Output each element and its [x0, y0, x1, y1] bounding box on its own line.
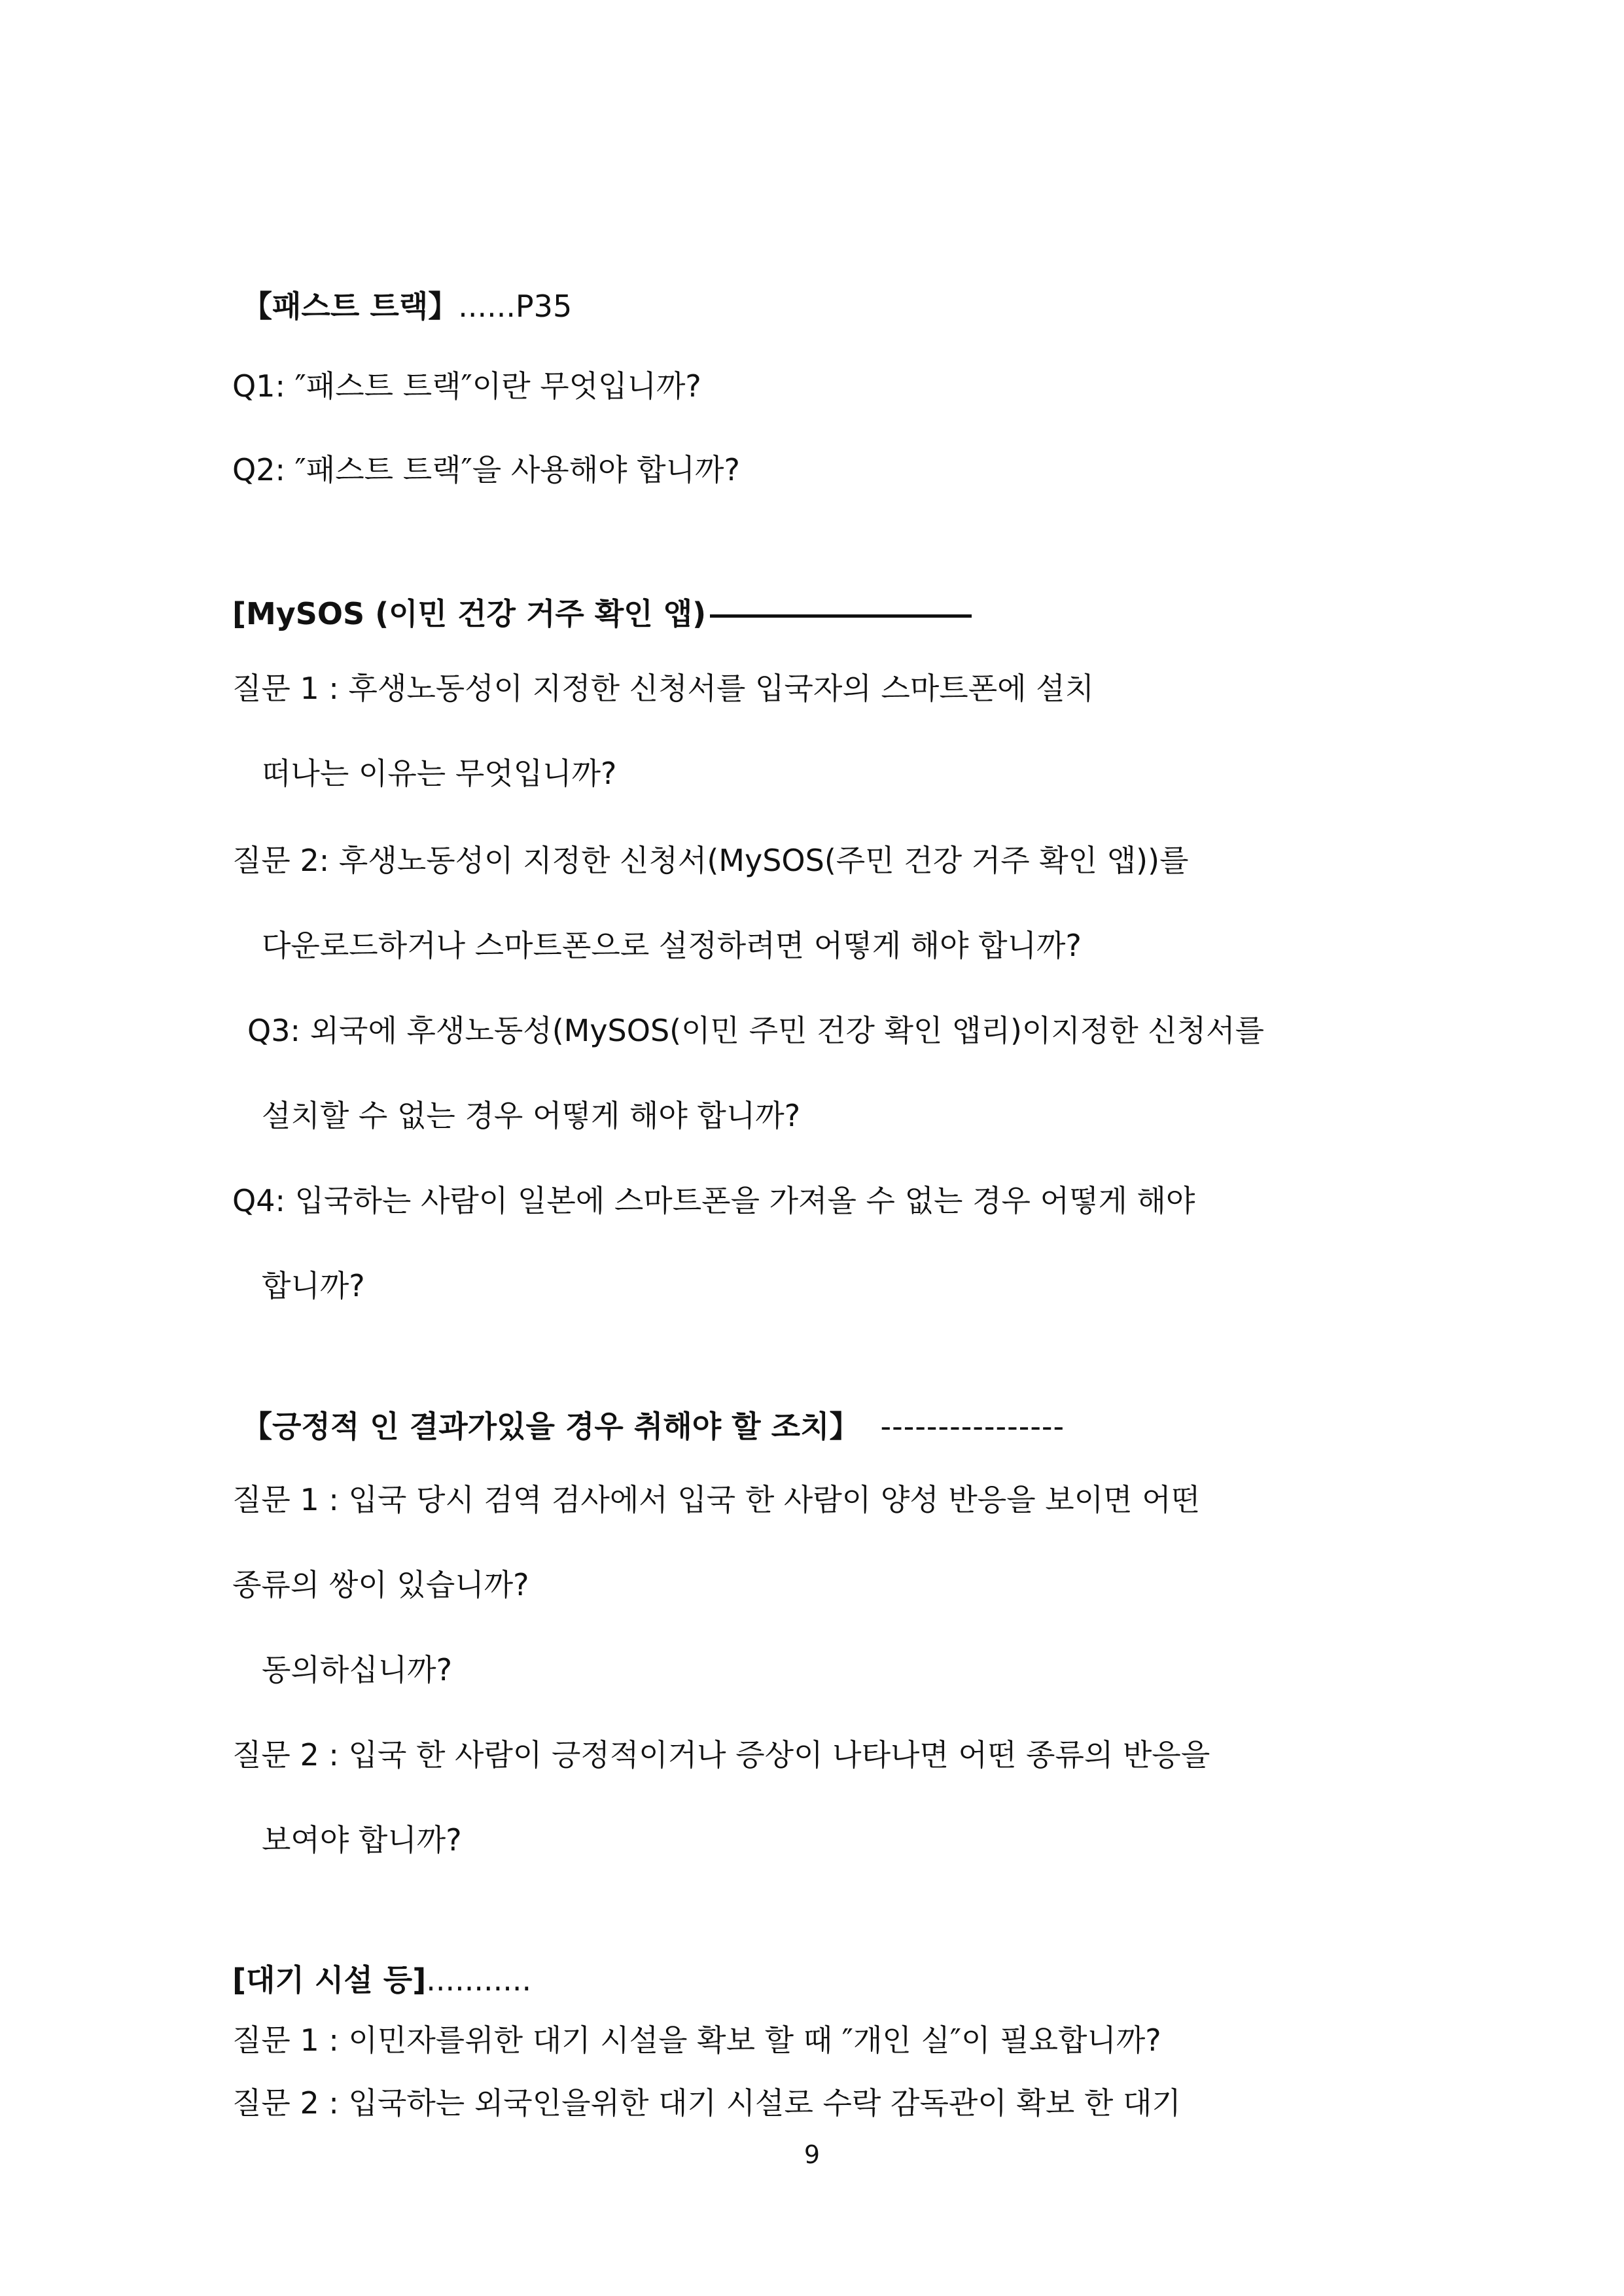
question-continuation: 설치할 수 없는 경우 어떻게 해야 합니까? [262, 1098, 801, 1133]
question-continuation: 동의하십니까? [262, 1652, 453, 1687]
question-line: 질문 2: 후생노동성이 지정한 신청서(MySOS(주민 건강 거주 확인 앱))를 [232, 843, 1189, 878]
heading-page-ref: ......P35 [458, 289, 573, 324]
heading-dashes: ---------------- [880, 1409, 1065, 1444]
question-line: Q4: 입국하는 사람이 일본에 스마트폰을 가져올 수 없는 경우 어떻게 해야 [232, 1183, 1195, 1218]
section-heading-waiting-facility [232, 1960, 531, 2000]
question-continuation: 다운로드하거나 스마트폰으로 설정하려면 어떻게 해야 합니까? [262, 928, 1082, 963]
question-line: Q3: 외국에 후생노동성(MySOS(이민 주민 건강 확인 앱리)이지정한 신청서를 [247, 1013, 1265, 1048]
question-line: 질문 1 : 입국 당시 검역 검사에서 입국 한 사람이 양성 반응을 보이면 어떤 [232, 1482, 1201, 1517]
question-continuation: 합니까? [262, 1268, 365, 1303]
question-line: Q2: ″패스트 트랙″을 사용해야 합니까? [232, 452, 740, 487]
question-line: 질문 2 : 입국하는 외국인을위한 대기 시설로 수락 감독관이 확보 한 대기 [232, 2085, 1181, 2121]
heading-text: [대기 시설 등] [232, 1962, 427, 1998]
section-heading-positive-result [242, 1407, 1065, 1446]
question-line: 질문 1 : 후생노동성이 지정한 신청서를 입국자의 스마트폰에 설치 [232, 671, 1095, 706]
section-heading-mysos [232, 594, 972, 633]
page-number: 9 [803, 2140, 821, 2169]
heading-rule [710, 614, 972, 618]
heading-text: 【긍정적 인 결과가있을 경우 취해야 할 조치】 [242, 1409, 860, 1444]
heading-dots: ........... [426, 1962, 532, 1998]
question-continuation: 떠나는 이유는 무엇입니까? [262, 756, 617, 791]
question-line: Q1: ″패스트 트랙″이란 무엇입니까? [232, 368, 701, 404]
question-line: 종류의 쌍이 있습니까? [232, 1567, 529, 1602]
question-line: 질문 2 : 입국 한 사람이 긍정적이거나 증상이 나타나면 어떤 종류의 반응을 [232, 1737, 1210, 1773]
section-heading-fast-track [242, 287, 572, 326]
question-continuation: 보여야 합니까? [262, 1822, 462, 1858]
question-line: 질문 1 : 이민자를위한 대기 시설을 확보 할 때 ″개인 실″이 필요합니까? [232, 2022, 1161, 2058]
heading-text: 【패스트 트랙】 [242, 289, 459, 324]
heading-text: [MySOS (이민 건강 거주 확인 앱) [232, 596, 707, 631]
